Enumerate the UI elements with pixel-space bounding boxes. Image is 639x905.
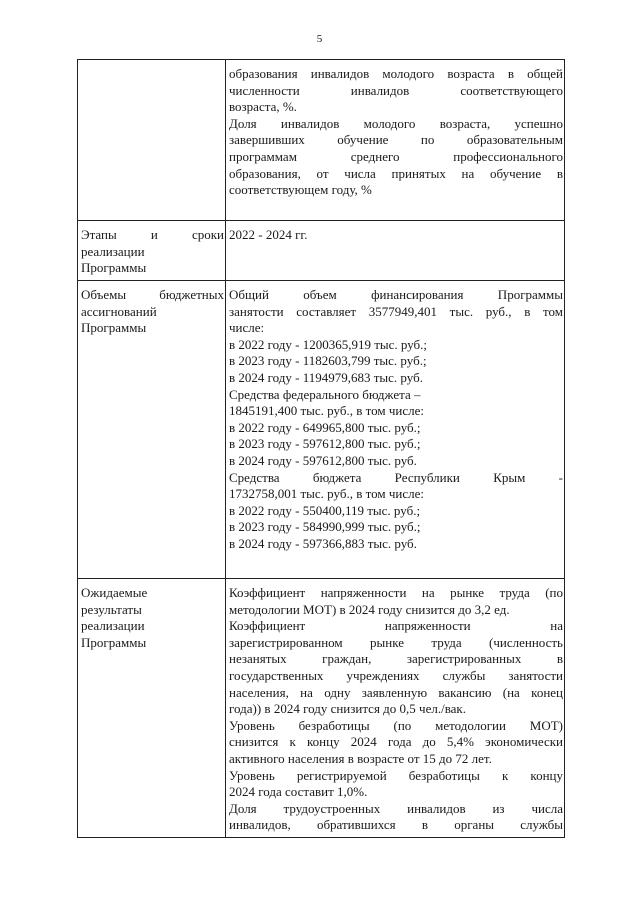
row-value-line: в 2024 году - 597612,800 тыс. руб. — [229, 452, 417, 468]
row-value-line: в 2022 году - 550400,119 тыс. руб.; — [229, 502, 421, 518]
table-row — [78, 60, 565, 221]
row-value-line: Уровень безработицы (по методологии МОТ) — [229, 717, 563, 733]
table-row — [78, 221, 565, 281]
row-value-line: числе: — [229, 320, 265, 336]
row-value-line: незанятых граждан, зарегистрированных в — [229, 651, 563, 667]
row-value-line: в 2022 году - 649965,800 тыс. руб.; — [229, 419, 421, 435]
row-value-line: Доля трудоустроенных инвалидов из числа — [229, 800, 563, 816]
row-value-line: образования, от числа принятых на обучение в — [229, 165, 563, 181]
row-label-cell — [78, 60, 226, 221]
table-body — [78, 60, 565, 838]
row-value-line: Средства бюджета Республики Крым - — [229, 469, 563, 485]
row-label-line: Этапы и сроки — [81, 227, 224, 242]
row-value-cell — [226, 221, 565, 281]
row-value-line: в 2023 году - 597612,800 тыс. руб.; — [229, 436, 421, 452]
row-value-line: зарегистрированном рынке труда (численность — [229, 634, 563, 650]
row-value-line: 1732758,001 тыс. руб., в том числе: — [229, 486, 424, 502]
row-label-line: Программы — [81, 634, 147, 650]
row-value-line: Коэффициент напряженности на рынке труда (по — [229, 585, 563, 600]
row-value-line: 2022 - 2024 гг. — [229, 227, 308, 242]
row-value-line: 2024 года составит 1,0%. — [229, 784, 368, 800]
row-value-line: государственных учреждениях службы занятости — [229, 667, 563, 683]
row-value-cell — [226, 281, 565, 579]
row-value-line: в 2023 году - 584990,999 тыс. руб.; — [229, 519, 421, 535]
row-label-cell — [78, 281, 226, 579]
row-value-line: в 2024 году - 1194979,683 тыс. руб. — [229, 369, 423, 385]
row-value-cell — [226, 579, 565, 838]
row-label-line: реализации — [81, 243, 145, 259]
row-value-line: возраста, %. — [229, 99, 297, 115]
row-value-line: соответствующем году, % — [229, 182, 372, 198]
row-label-line: ассигнований — [81, 303, 157, 319]
row-value-line: снизится к концу 2024 года до 5,4% экономически — [229, 734, 563, 750]
row-label-line: Программы — [81, 260, 147, 276]
row-value-line: в 2022 году - 1200365,919 тыс. руб.; — [229, 336, 428, 352]
page-number: 5 — [316, 33, 323, 45]
row-value-line: численности инвалидов соответствующего — [229, 82, 563, 98]
row-label-cell — [78, 579, 226, 838]
row-value-line: образования инвалидов молодого возраста в общей — [229, 66, 563, 81]
row-label-line: Объемы бюджетных — [81, 287, 224, 302]
row-label-line: Ожидаемые — [81, 585, 148, 600]
row-value-line: Уровень регистрируемой безработицы к концу — [229, 767, 563, 783]
row-value-line: Средства федерального бюджета – — [229, 386, 421, 402]
row-label-cell — [78, 221, 226, 281]
row-value-line: занятости составляет 3577949,401 тыс. руб., в том — [229, 303, 563, 319]
row-value-line: населения, на одну заявленную вакансию (на конец — [229, 684, 563, 700]
row-value-line: 1845191,400 тыс. руб., в том числе: — [229, 403, 424, 419]
row-label-line: результаты — [81, 601, 142, 617]
row-value-line: методологии МОТ) в 2024 году снизится до 3,2 ед. — [229, 601, 510, 617]
table-row — [78, 579, 565, 838]
row-value-line: в 2024 году - 597366,883 тыс. руб. — [229, 535, 417, 551]
row-label-line: Программы — [81, 320, 147, 336]
row-value-line: в 2023 году - 1182603,799 тыс. руб.; — [229, 353, 427, 369]
row-value-line: инвалидов, обратившихся в органы службы — [229, 817, 563, 833]
row-value-line: Коэффициент напряженности на — [229, 618, 563, 634]
row-value-line: активного населения в возрасте от 15 до 72 лет. — [229, 750, 492, 766]
row-label-line: реализации — [81, 618, 145, 634]
row-value-line: Общий объем финансирования Программы — [229, 287, 563, 302]
row-value-line: года)) в 2024 году снизится до 0,5 чел./вак. — [229, 701, 467, 717]
program-passport-table — [77, 59, 565, 838]
row-value-cell — [226, 60, 565, 221]
table-row — [78, 281, 565, 579]
row-value-line: программам среднего профессионального — [229, 148, 563, 164]
row-value-line: завершивших обучение по образовательным — [229, 132, 563, 148]
row-value-line: Доля инвалидов молодого возраста, успешно — [229, 115, 563, 131]
